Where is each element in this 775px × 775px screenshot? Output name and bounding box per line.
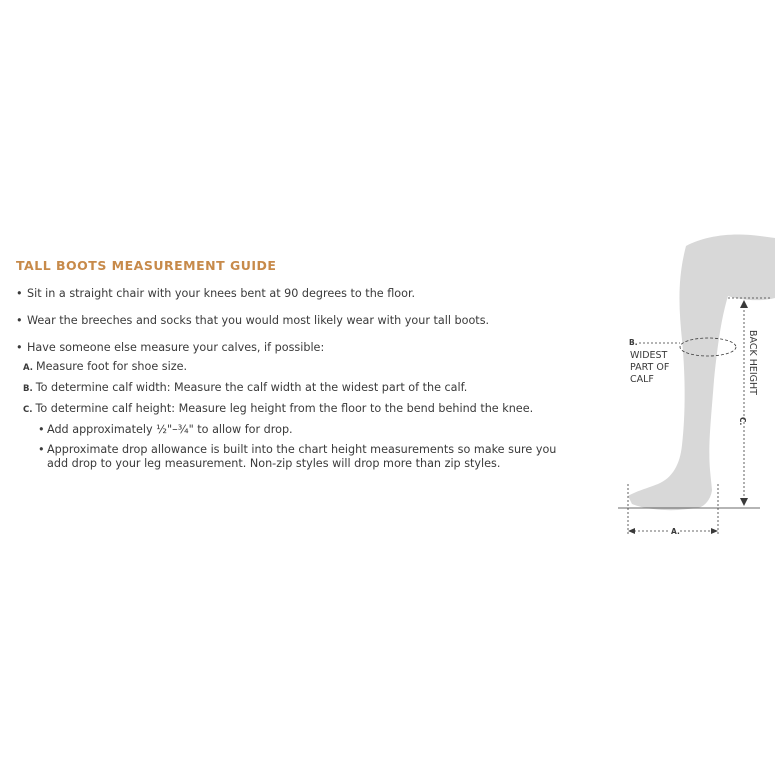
label-c: C. (738, 417, 747, 426)
instruction-bullet: • Wear the breeches and socks that you would most likely wear with your tall boots. (16, 314, 576, 328)
step-letter: C. (23, 405, 33, 415)
label-part-of: PART OF (630, 362, 670, 373)
label-calf: CALF (630, 374, 654, 385)
step-text: Measure foot for shoe size. (35, 360, 188, 373)
note-bullet: • Approximate drop allowance is built into the chart height measurements so make sure you add drop to your leg measurement. Non-zip styles will drop more than zip styles. (16, 443, 576, 471)
back-height-arrow-top (740, 300, 748, 308)
foot-arrow-left (628, 528, 635, 534)
step-letter: A. (23, 363, 33, 373)
guide-title: TALL BOOTS MEASUREMENT GUIDE (16, 258, 277, 273)
step-letter: B. (23, 384, 33, 394)
instruction-bullet: • Sit in a straight chair with your knees bent at 90 degrees to the floor. (16, 287, 576, 301)
step-text: To determine calf height: Measure leg height from the floor to the bend behind the knee. (35, 402, 534, 415)
instruction-bullet: • Have someone else measure your calves, if possible: (16, 341, 576, 355)
note-bullet: • Add approximately ½"–¾" to allow for drop. (16, 423, 576, 437)
measurement-guide (16, 258, 576, 477)
step-b (16, 381, 576, 396)
leg-measurement-diagram (600, 230, 775, 550)
label-widest: WIDEST (630, 350, 668, 361)
label-a: A. (671, 527, 680, 536)
step-text: To determine calf width: Measure the calf width at the widest part of the calf. (35, 381, 468, 394)
step-a (16, 360, 576, 375)
label-back-height: BACK HEIGHT (747, 330, 758, 395)
step-c (16, 402, 576, 417)
foot-arrow-right (711, 528, 718, 534)
back-height-arrow-bottom (740, 498, 748, 506)
label-b: B. (629, 338, 638, 347)
